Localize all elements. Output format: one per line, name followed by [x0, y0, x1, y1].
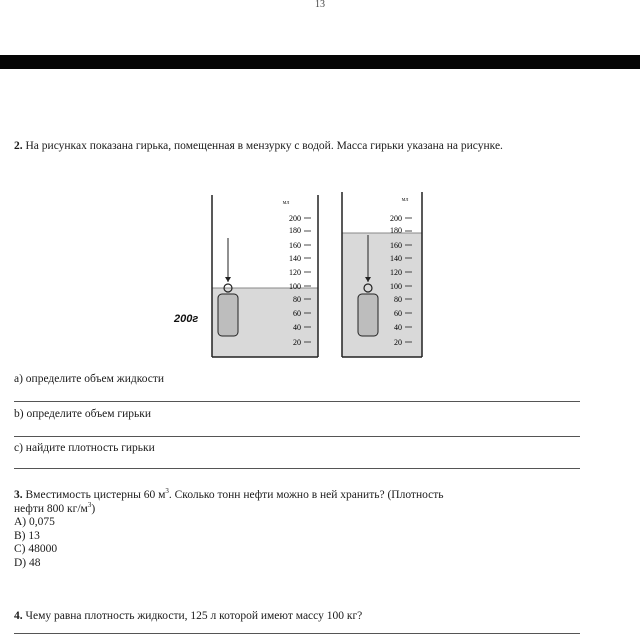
svg-text:100: 100: [289, 282, 301, 291]
task-b: b) определите объем гирьки: [14, 408, 152, 420]
svg-text:200: 200: [289, 214, 301, 223]
scan-band: [0, 55, 640, 69]
weight-label: 200г: [174, 313, 199, 325]
weight-outside: [218, 238, 238, 336]
question-2-number: 2.: [14, 140, 23, 152]
option-c[interactable]: C) 48000: [14, 543, 58, 555]
page-number: 13: [315, 0, 325, 10]
task-c: c) найдите плотность гирьки: [14, 442, 155, 454]
right-unit-label: мл: [401, 197, 409, 203]
question-4-number: 4.: [14, 610, 23, 622]
weight-body: [218, 294, 238, 336]
svg-text:160: 160: [289, 241, 301, 250]
option-d[interactable]: D) 48: [14, 556, 41, 569]
svg-text:140: 140: [390, 254, 402, 263]
question-3-text: 3. Вместимость цистерны 60 $м^3$. Сколько тонн нефти можно в ней хранить? (Плотность: [14, 487, 444, 501]
question-3-text-line2: нефти 800 $кг/м^3$): [14, 500, 96, 515]
question-3-number: 3.: [14, 489, 23, 501]
right-beaker: [342, 192, 422, 357]
question-4-text: Чему равна плотность жидкости, 125 л которой имеют массу 100 кг?: [25, 610, 363, 622]
answer-line-a[interactable]: [14, 401, 580, 402]
svg-text:180: 180: [390, 226, 402, 235]
left-scale: [289, 214, 311, 347]
svg-text:200: 200: [390, 214, 402, 223]
svg-text:40: 40: [394, 323, 402, 332]
svg-text:60: 60: [293, 309, 301, 318]
svg-text:20: 20: [394, 338, 402, 347]
question-2: [14, 140, 614, 153]
answer-line-q4[interactable]: [14, 633, 580, 634]
svg-text:40: 40: [293, 323, 301, 332]
svg-text:180: 180: [289, 226, 301, 235]
left-unit-label: мл: [282, 200, 290, 206]
svg-text:140: 140: [289, 254, 301, 263]
right-water: [342, 233, 422, 357]
beakers-figure: [170, 190, 440, 365]
option-b[interactable]: B) 13: [14, 529, 40, 542]
svg-text:120: 120: [390, 268, 402, 277]
svg-text:20: 20: [293, 338, 301, 347]
answer-line-b[interactable]: [14, 436, 580, 437]
question-4: [14, 610, 614, 623]
svg-text:100: 100: [390, 282, 402, 291]
svg-text:160: 160: [390, 241, 402, 250]
option-a[interactable]: A) 0,075: [14, 516, 55, 528]
svg-text:60: 60: [394, 309, 402, 318]
svg-text:120: 120: [289, 268, 301, 277]
svg-text:80: 80: [394, 295, 402, 304]
svg-text:80: 80: [293, 295, 301, 304]
question-2-text: На рисунках показана гирька, помещенная в мензурку с водой. Масса гирьки указана на рисунке.: [25, 140, 503, 152]
question-3: [14, 489, 614, 570]
answer-line-c[interactable]: [14, 468, 580, 469]
task-a: a) определите объем жидкости: [14, 373, 165, 385]
